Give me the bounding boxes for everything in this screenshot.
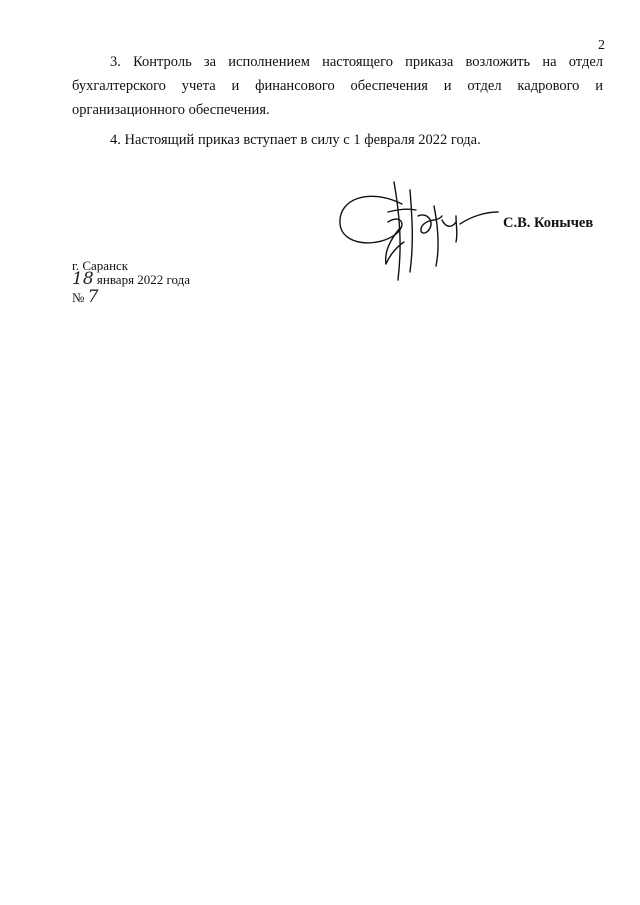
signature-image <box>330 176 500 286</box>
date-line <box>72 269 191 289</box>
paragraph-3: 3. Контроль за исполнением настоящего приказа возложить на отдел бухгалтерского учета и финансового обеспечения и отдел кадрового и организационного обеспечения. <box>72 54 603 118</box>
place-line: г. Саранск <box>72 258 129 273</box>
page-number: 2 <box>598 38 605 53</box>
paragraph-4: 4. Настоящий приказ вступает в силу с 1 февраля 2022 года. <box>110 132 481 148</box>
signer-name: С.В. Конычев <box>503 215 594 231</box>
number-handwritten: 7 <box>87 287 99 307</box>
date-rest: января 2022 года <box>93 272 191 287</box>
date-day-handwritten: 18 <box>72 269 94 289</box>
number-label: № <box>72 290 88 305</box>
number-line <box>72 287 99 307</box>
